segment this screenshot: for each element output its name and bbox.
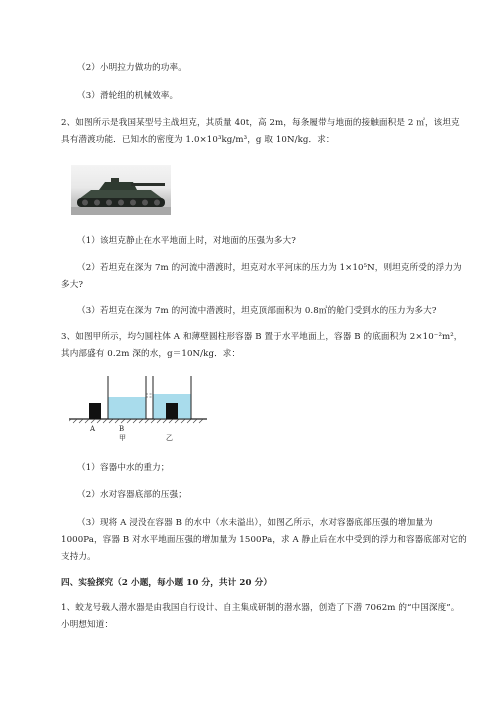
- q2-part2-line1: （2）若坦克在深为 7m 的河流中潜渡时，坦克对水平河床的压力为 1×10⁵N，则坦克所受的浮力为: [77, 263, 462, 273]
- q3-stem-line2: 其内部盛有 0.2m 深的水，g＝10N/kg．求：: [61, 349, 241, 359]
- water-jia: [108, 397, 146, 419]
- q3-part1: （1）容器中水的重力；: [77, 463, 170, 473]
- q1-part3: （3）滑轮组的机械效率。: [77, 91, 179, 101]
- container-diagram: [69, 376, 209, 428]
- q3-stem-line1: 3、如图甲所示，均匀圆柱体 A 和薄壁圆柱形容器 B 置于水平地面上，容器 B 的底面积为 2×10⁻²m²，: [61, 332, 463, 342]
- q4-stem-line2: 小明想知道：: [61, 620, 114, 630]
- label-yi: 乙: [166, 434, 174, 442]
- q4-stem-line1: 1、蛟龙号载人潜水器是由我国自行设计、自主集成研制的潜水器，创造了下潜 7062m 的“中国深度”。: [61, 603, 460, 613]
- q2-part1: （1）该坦克静止在水平地面上时，对地面的压强为多大?: [77, 236, 296, 246]
- label-a: A: [90, 425, 96, 433]
- cylinder-a: [89, 403, 101, 419]
- q2-part2-line2: 多大?: [61, 280, 84, 290]
- label-b: B: [119, 425, 125, 433]
- tank-photo: [71, 165, 171, 215]
- section-4-heading: 四、实验探究（2 小题，每小题 10 分，共计 20 分）: [61, 578, 273, 588]
- q1-part2: （2）小明拉力做功的功率。: [77, 63, 187, 73]
- q3-part3-line3: 支持力。: [61, 552, 96, 562]
- q3-part3-line2: 1000Pa，容器 B 对水平地面压强的增加量为 1500Pa，求 A 静止后在水中受到的浮力和容器底部对它的: [61, 535, 467, 545]
- q2-part3: （3）若坦克在深为 7m 的河流中潜渡时，坦克顶部面积为 0.8㎡的舱门受到水的压力为多大?: [77, 306, 437, 316]
- q2-stem-line1: 2、如图所示是我国某型号主战坦克，其质量 40t，高 2m，每条履带与地面的接触面积是 2 ㎡，该坦克: [61, 118, 460, 128]
- q3-part2: （2）水对容器底部的压强；: [77, 490, 187, 500]
- q2-stem-line2: 具有潜渡功能．已知水的密度为 1.0×10³kg/m³，g 取 10N/kg．求：: [61, 135, 335, 145]
- q3-part3-line1: （3）现将 A 浸没在容器 B 的水中（水未溢出），如图乙所示，水对容器底部压强的增加量为: [77, 518, 433, 528]
- label-jia: 甲: [119, 434, 127, 442]
- cylinder-a-submerged: [166, 403, 178, 419]
- tank-icon: [71, 165, 171, 215]
